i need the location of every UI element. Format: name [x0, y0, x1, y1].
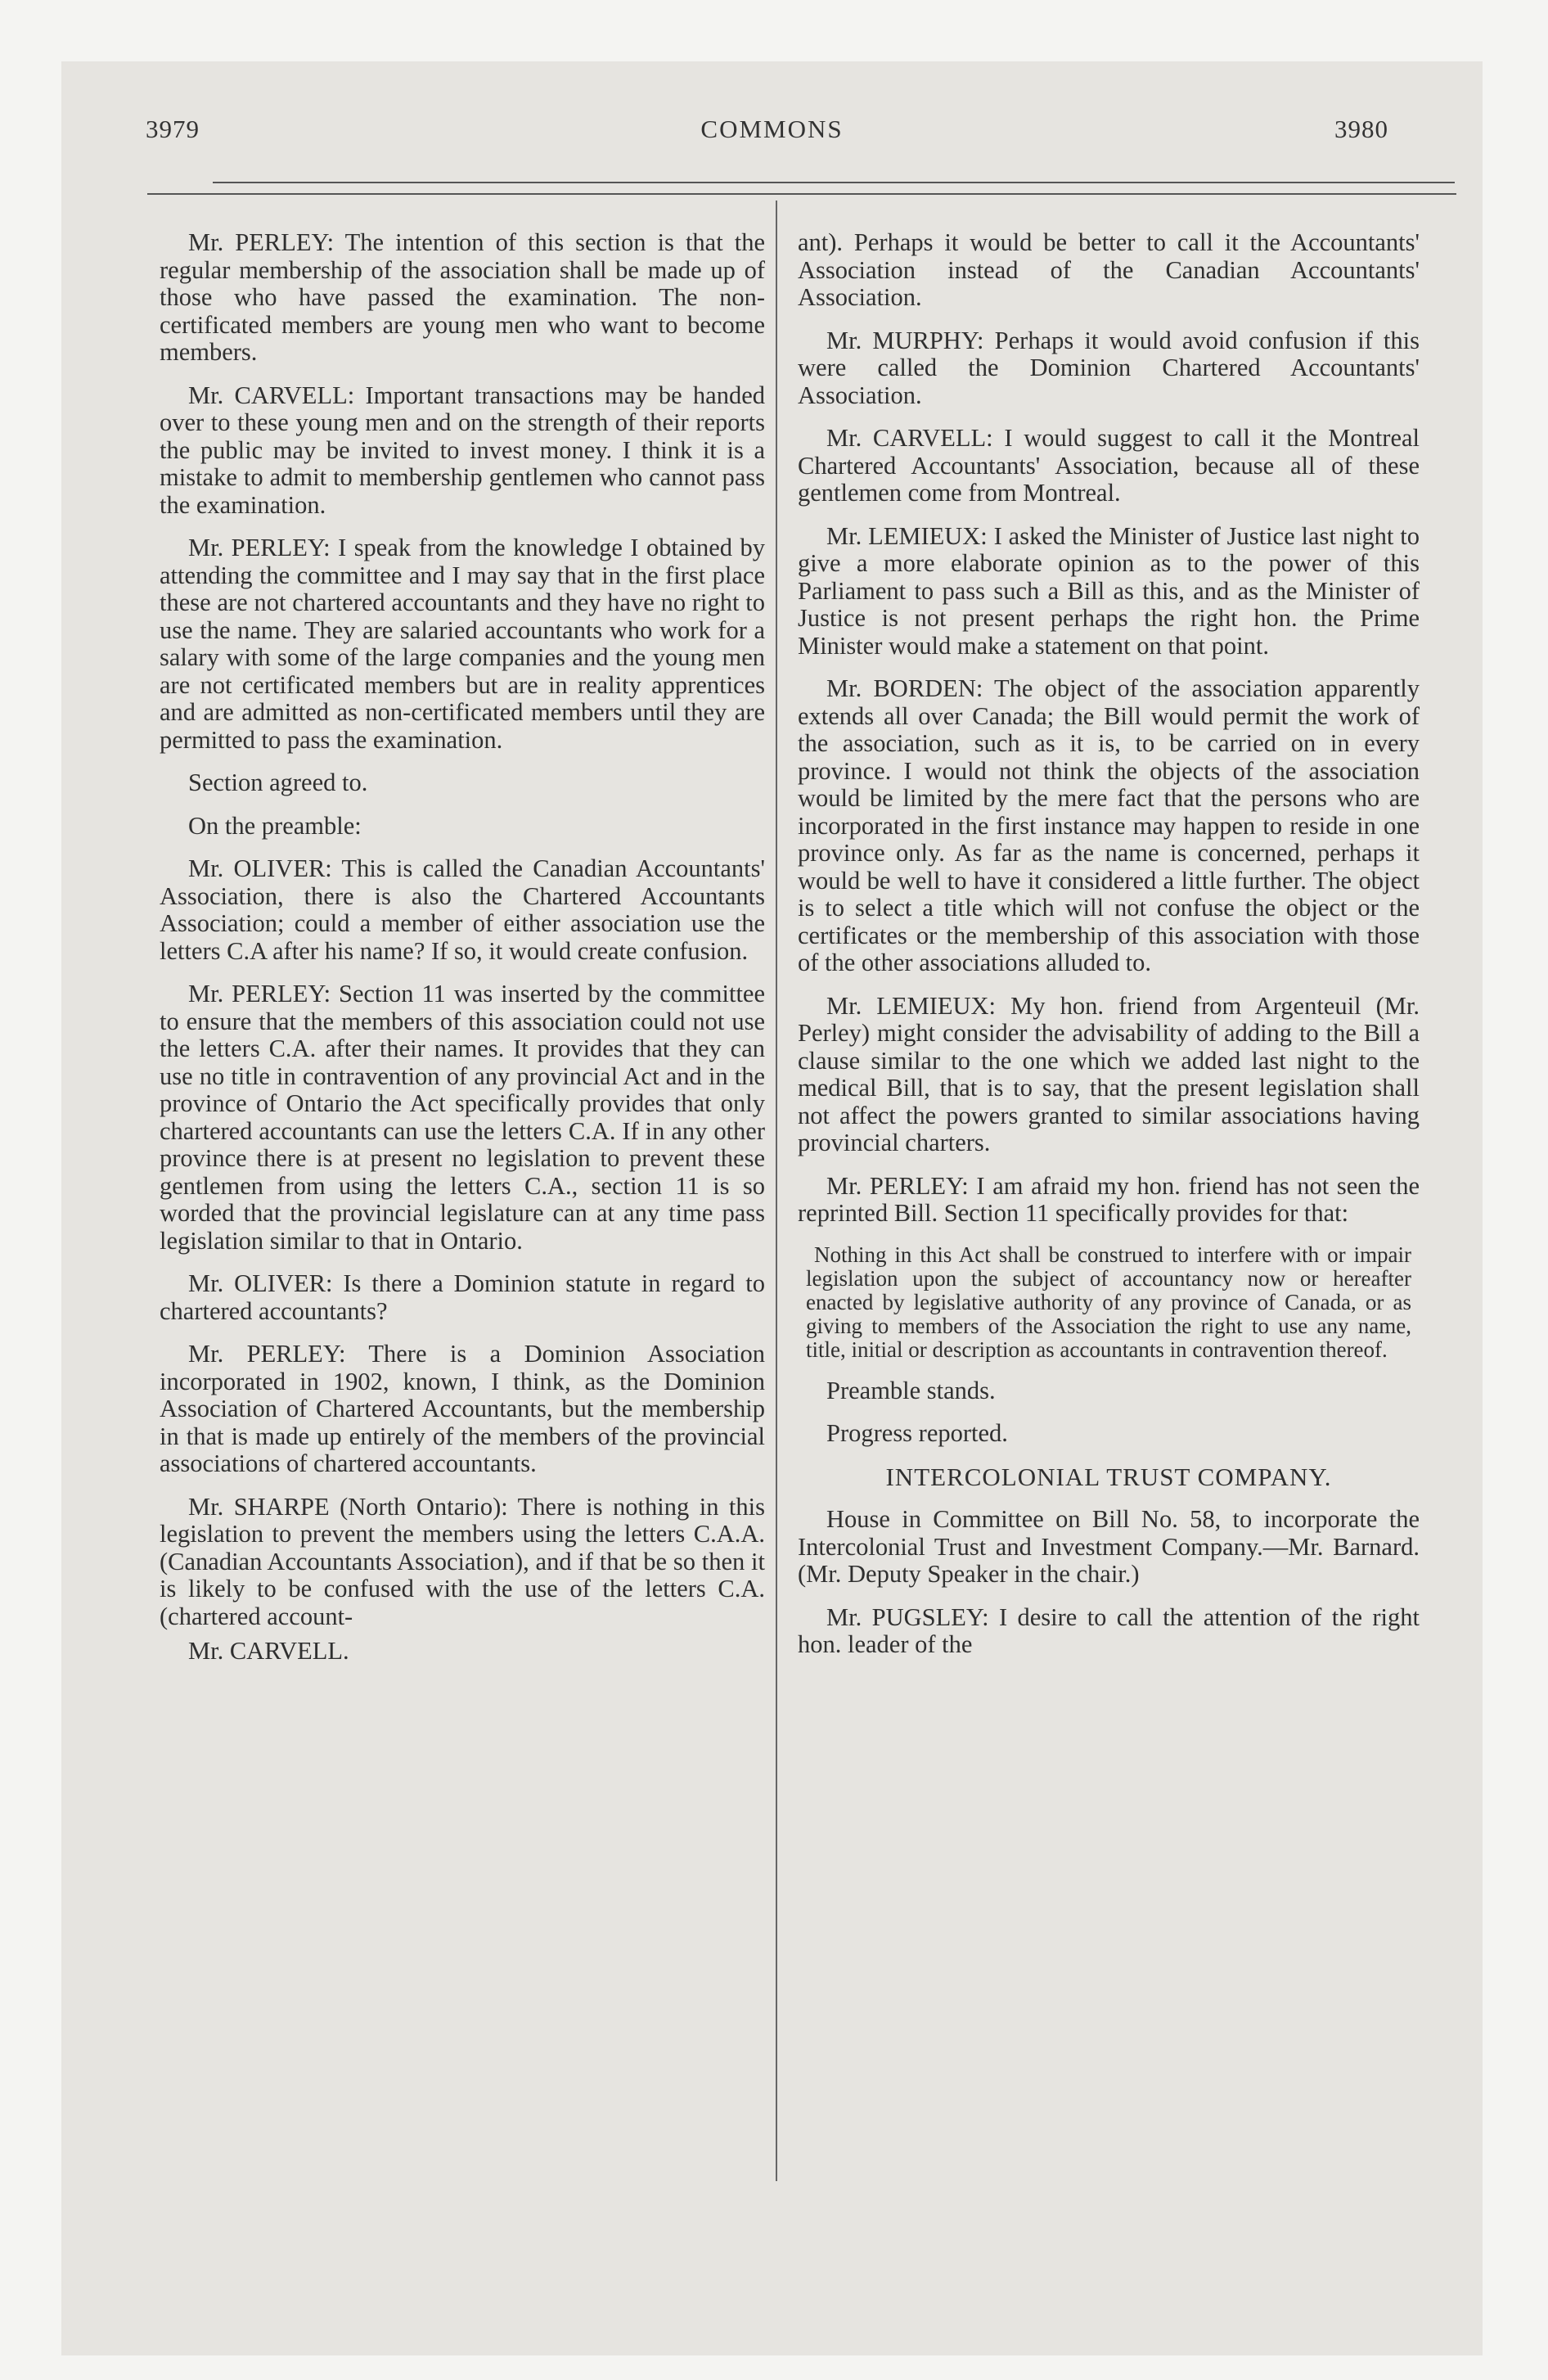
speaker-name: Mr. PERLEY:: [188, 980, 331, 1007]
paragraph-text: The intention of this section is that the regular membership of the association shall be made up of those who have passed the examination. The non-certificated members are young men who want to become members.: [160, 228, 765, 366]
paragraph-text: I am afraid my hon. friend has not seen the reprinted Bill. Section 11 specifically provides for that:: [798, 1171, 1420, 1227]
paragraph-text: INTERCOLONIAL TRUST COMPANY.: [885, 1462, 1332, 1491]
paragraph: [798, 993, 1420, 1157]
header-rule-top: [213, 182, 1455, 183]
paragraph-text: There is nothing in this legislation to prevent the members using the letters C.A.A. (Canadian Accountants Association), and if that be so then it is likely to be confused with the use of the letters C.A. (chartered account-: [160, 1492, 765, 1630]
paragraph: [798, 1173, 1420, 1228]
section-heading: [798, 1463, 1420, 1491]
speaker-name: Mr. MURPHY:: [826, 326, 984, 354]
paragraph: [798, 1420, 1420, 1448]
speaker-name: Mr. PERLEY:: [188, 1340, 346, 1368]
paragraph-text: ant). Perhaps it would be better to call it the Accountants' Association instead of the Canadian Accountants' Association.: [798, 228, 1420, 311]
paragraph-text: I speak from the knowledge I obtained by attending the committee and I may say that in the first place these are not chartered accountants and they have no right to use the name. They are salaried accountants who work for a salary with some of the large companies and the young men are not certificated members but are in reality apprentices and are admitted as non-certificated members until they are permitted to pass the examination.: [160, 534, 765, 754]
speaker-name: Mr. OLIVER:: [188, 1269, 333, 1297]
speaker-name: Mr. PERLEY:: [188, 534, 331, 561]
page-number-right: 3980: [1334, 115, 1388, 143]
paragraph-text: My hon. friend from Argenteuil (Mr. Perley) might consider the advisability of adding to the Bill a clause similar to the one which we added last night to the medical Bill, that is to say, that the present legislation shall not affect the powers granted to similar associations having provincial charters.: [798, 991, 1420, 1156]
speaker-name: Mr. PUGSLEY:: [826, 1602, 989, 1631]
speaker-name: Mr. PERLEY:: [826, 1171, 969, 1200]
paragraph: [798, 229, 1420, 312]
paragraph-text: I asked the Minister of Justice last night to give a more elaborate opinion as to the power of this Parliament to pass such a Bill as this, and as the Minister of Justice is not present perhaps the right hon. the Prime Minister would make a statement on that point.: [798, 521, 1420, 660]
paragraph: [798, 327, 1420, 410]
speaker-name: Mr. SHARPE (North Ontario):: [188, 1492, 508, 1521]
paragraph: [160, 382, 765, 520]
paragraph-text: Important transactions may be handed over to these young men and on the strength of their reports the public may be invited to invest money. I think it is a mistake to admit to membership gentlemen who cannot pass the examination.: [160, 381, 765, 519]
speaker-name: Mr. LEMIEUX:: [826, 521, 988, 550]
paragraph: [798, 1506, 1420, 1589]
paragraph-text: Perhaps it would avoid confusion if this were called the Dominion Chartered Accountants' Association.: [798, 326, 1420, 409]
paragraph: [160, 534, 765, 754]
paragraph-text: Preamble stands.: [826, 1376, 996, 1404]
paragraph: [160, 980, 765, 1255]
page-sheet: [61, 61, 1483, 2355]
paragraph-text: I desire to call the attention of the right hon. leader of the: [798, 1602, 1420, 1658]
paragraph: [160, 1341, 765, 1478]
speaker-name: Mr. CARVELL:: [188, 381, 355, 409]
speaker-name: Mr. OLIVER:: [188, 854, 332, 882]
paragraph: [798, 523, 1420, 660]
paragraph-text: Section 11 was inserted by the committee to ensure that the members of this association could not use the letters C.A. after their names. It provides that they can use no title in contravention of any provincial Act and in the province of Ontario the Act specifically provides that only chartered accountants can use the letters C.A. If in any other province there is at present no legislation to prevent these gentlemen from using the letters C.A., section 11 is so worded that the provincial legislature can at any time pass legislation similar to that in Ontario.: [160, 980, 766, 1255]
paragraph: [160, 1494, 765, 1631]
header-rule-bottom: [147, 193, 1456, 195]
paragraph: [160, 855, 765, 965]
paragraph: [798, 1604, 1420, 1659]
paragraph-text: Progress reported.: [826, 1419, 1008, 1447]
running-title: COMMONS: [700, 115, 844, 143]
paragraph-text: Is there a Dominion statute in regard to chartered accountants?: [160, 1269, 766, 1325]
speaker-name: Mr. BORDEN:: [826, 674, 983, 702]
speaker-name: Mr. LEMIEUX:: [826, 991, 997, 1020]
paragraph: [160, 813, 765, 841]
page-number-left: 3979: [146, 115, 200, 143]
paragraph-text: I would suggest to call it the Montreal Chartered Accountants' Association, because all of these gentlemen come from Montreal.: [798, 424, 1420, 507]
speaker-name: Mr. CARVELL:: [826, 424, 993, 452]
paragraph: [160, 1270, 765, 1325]
paragraph-text: Section agreed to.: [188, 769, 368, 796]
paragraph-text: House in Committee on Bill No. 58, to incorporate the Intercolonial Trust and Investment Company.—Mr. Barnard. (Mr. Deputy Speaker in the chair.): [798, 1505, 1420, 1588]
paragraph: [798, 1377, 1420, 1405]
paragraph: [798, 675, 1420, 977]
paragraph-text: Nothing in this Act shall be construed to interfere with or impair legislation upon the subject of accountancy now or hereafter enacted by legislative authority of any province of Canada, or as giving to members of the Association the right to use any name, title, initial or description as accountants in contravention thereof.: [806, 1242, 1411, 1362]
left-column: [160, 229, 765, 1666]
quoted-clause: [798, 1243, 1420, 1362]
paragraph-text: The object of the association apparently extends all over Canada; the Bill would permit the work of the association, such as it is, to be carried on in every province. I would not think the objects of the association would be limited by the mere fact that the persons who are incorporated in the first instance may happen to reside in one province only. As far as the name is concerned, perhaps it would be well to have it considered a little further. The object is to select a title which will not confuse the object or the certificates or the membership of this association with those of the other associations alluded to.: [798, 674, 1420, 976]
paragraph: [798, 425, 1420, 507]
column-divider: [776, 201, 777, 2181]
right-column: [798, 229, 1420, 1675]
speaker-name: Mr. PERLEY:: [188, 228, 335, 256]
paragraph: [160, 769, 765, 797]
paragraph-text: On the preamble:: [188, 811, 362, 840]
page-footer-name: Mr. CARVELL.: [188, 1637, 349, 1665]
paragraph-text: There is a Dominion Association incorporated in 1902, known, I think, as the Dominion Association of Chartered Accountants, but the membership in that is made up entirely of the members of the provincial associations of chartered accountants.: [160, 1340, 765, 1477]
paragraph: [160, 229, 765, 367]
paragraph-text: This is called the Canadian Accountants' Association, there is also the Chartered Accountants Association; could a member of either association use the letters C.A after his name? If so, it would create confusion.: [160, 854, 766, 965]
